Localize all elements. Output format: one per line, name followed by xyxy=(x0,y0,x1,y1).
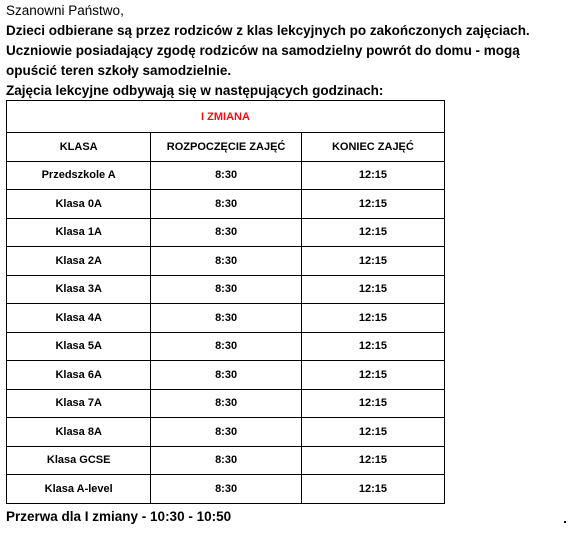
start-time-cell: 8:30 xyxy=(151,332,301,361)
class-name-cell: Klasa 0A xyxy=(7,190,151,219)
class-name-cell: Klasa GCSE xyxy=(7,446,151,475)
intro-line-pickup: Dzieci odbierane są przez rodziców z klas lekcyjnych po zakończonych zajęciach. xyxy=(6,23,530,38)
table-row xyxy=(7,475,445,504)
stray-dot xyxy=(564,521,566,523)
end-time-cell: 12:15 xyxy=(301,218,444,247)
table-row xyxy=(7,418,445,447)
greeting: Szanowni Państwo, xyxy=(6,3,124,18)
class-name-cell: Klasa 3A xyxy=(7,275,151,304)
start-time-cell: 8:30 xyxy=(151,275,301,304)
end-time-cell: 12:15 xyxy=(301,304,444,333)
intro-line-consent: Uczniowie posiadający zgodę rodziców na samodzielny powrót do domu - mogą opuścić teren szkoły samodzielnie. xyxy=(6,43,520,78)
start-time-cell: 8:30 xyxy=(151,218,301,247)
header-start: ROZPOCZĘCIE ZAJĘĆ xyxy=(151,133,301,162)
start-time-cell: 8:30 xyxy=(151,475,301,504)
end-time-cell: 12:15 xyxy=(301,389,444,418)
start-time-cell: 8:30 xyxy=(151,361,301,390)
class-name-cell: Klasa 8A xyxy=(7,418,151,447)
shift-title-row xyxy=(7,101,445,133)
start-time-cell: 8:30 xyxy=(151,161,301,190)
start-time-cell: 8:30 xyxy=(151,418,301,447)
class-name-cell: Klasa 2A xyxy=(7,247,151,276)
class-name-cell: Przedszkole A xyxy=(7,161,151,190)
break-info: Przerwa dla I zmiany - 10:30 - 10:50 xyxy=(6,509,232,524)
end-time-cell: 12:15 xyxy=(301,418,444,447)
class-name-cell: Klasa 1A xyxy=(7,218,151,247)
start-time-cell: 8:30 xyxy=(151,389,301,418)
table-row xyxy=(7,161,445,190)
class-name-cell: Klasa 4A xyxy=(7,304,151,333)
intro-text xyxy=(6,1,566,101)
header-row xyxy=(7,133,445,162)
class-name-cell: Klasa 5A xyxy=(7,332,151,361)
class-name-cell: Klasa 7A xyxy=(7,389,151,418)
table-row xyxy=(7,361,445,390)
table-row xyxy=(7,332,445,361)
start-time-cell: 8:30 xyxy=(151,446,301,475)
shift-title: I ZMIANA xyxy=(7,101,445,133)
end-time-cell: 12:15 xyxy=(301,446,444,475)
end-time-cell: 12:15 xyxy=(301,361,444,390)
schedule-table xyxy=(6,100,445,504)
start-time-cell: 8:30 xyxy=(151,190,301,219)
header-klasa: KLASA xyxy=(7,133,151,162)
table-row xyxy=(7,218,445,247)
table-row xyxy=(7,304,445,333)
end-time-cell: 12:15 xyxy=(301,247,444,276)
end-time-cell: 12:15 xyxy=(301,190,444,219)
table-row xyxy=(7,275,445,304)
table-row xyxy=(7,389,445,418)
start-time-cell: 8:30 xyxy=(151,247,301,276)
end-time-cell: 12:15 xyxy=(301,275,444,304)
table-row xyxy=(7,247,445,276)
end-time-cell: 12:15 xyxy=(301,332,444,361)
header-end: KONIEC ZAJĘĆ xyxy=(301,133,444,162)
class-name-cell: Klasa 6A xyxy=(7,361,151,390)
intro-line-hours: Zajęcia lekcyjne odbywają się w następujących godzinach: xyxy=(6,83,384,98)
table-row xyxy=(7,190,445,219)
class-name-cell: Klasa A-level xyxy=(7,475,151,504)
end-time-cell: 12:15 xyxy=(301,475,444,504)
start-time-cell: 8:30 xyxy=(151,304,301,333)
table-row xyxy=(7,446,445,475)
end-time-cell: 12:15 xyxy=(301,161,444,190)
